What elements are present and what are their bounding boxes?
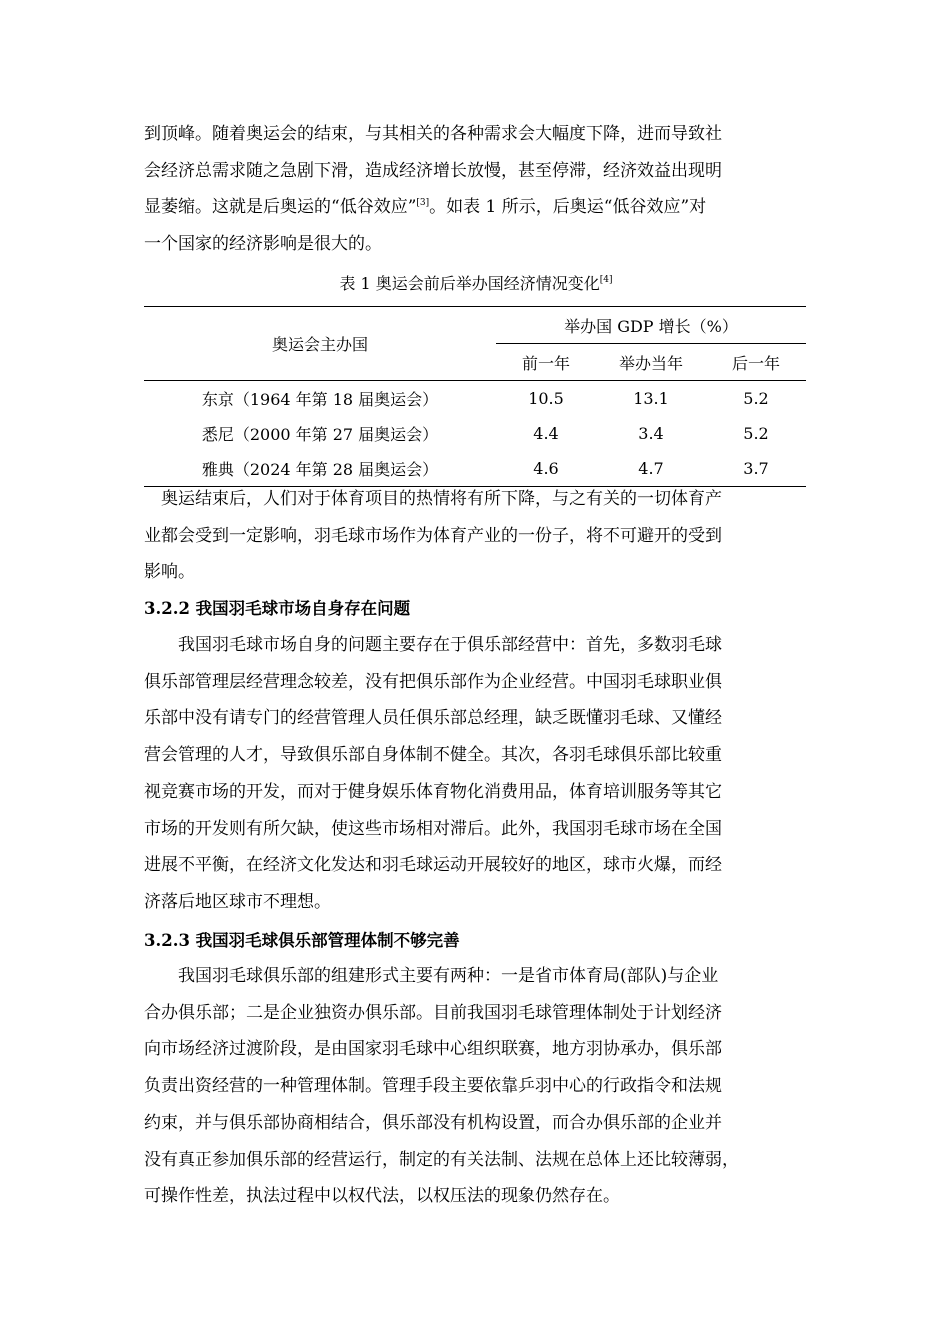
value-cell: 4.7 [596, 451, 706, 487]
text-line: 进展不平衡，在经济文化发达和羽毛球运动开展较好的地区，球市火爆，而经 [144, 855, 722, 876]
gdp-table [144, 306, 806, 487]
table-caption [144, 272, 808, 296]
table-row [144, 381, 806, 417]
after-table-paragraph [144, 481, 808, 591]
value-cell: 13.1 [633, 389, 669, 408]
host-cell: 雅典（2024 年第 28 届奥运会） [144, 451, 496, 487]
caption-text: 表 1 奥运会前后举办国经济情况变化 [339, 274, 600, 293]
value-cell: 10.5 [528, 389, 564, 408]
section-heading: 3.2.2 我国羽毛球市场自身存在问题 [144, 599, 411, 618]
text-line: 我国羽毛球俱乐部的组建形式主要有两种：一是省市体育局(部队)与企业 [178, 966, 719, 986]
gdp-header: 举办国 GDP 增长（%） [496, 307, 806, 344]
text-line: 乐部中没有请专门的经营管理人员任俱乐部总经理，缺乏既懂羽毛球、又懂经 [144, 708, 722, 729]
host-cell: 悉尼（2000 年第 27 届奥运会） [201, 425, 439, 444]
column-header-before: 前一年 [496, 344, 596, 381]
text-line: 可操作性差，执法过程中以权代法，以权压法的现象仍然存在。 [144, 1186, 620, 1207]
value-cell: 4.4 [533, 424, 559, 443]
text-line: 没有真正参加俱乐部的经营运行，制定的有关法制、法规在总体上还比较薄弱， [144, 1149, 739, 1170]
host-header: 奥运会主办国 [144, 307, 496, 381]
text-line: 视竞赛市场的开发，而对于健身娱乐体育物化消费用品，体育培训服务等其它 [144, 781, 722, 802]
table-row [144, 416, 806, 451]
citation-ref: [4] [599, 275, 613, 285]
text-line: 合办俱乐部；二是企业独资办俱乐部。目前我国羽毛球管理体制处于计划经济 [144, 1002, 722, 1023]
text-line: 市场的开发则有所欠缺，使这些市场相对滞后。此外，我国羽毛球市场在全国 [144, 818, 722, 839]
text-line: 约束，并与俱乐部协商相结合，俱乐部没有机构设置，而合办俱乐部的企业并 [144, 1112, 722, 1133]
section-323-paragraph [144, 958, 808, 1215]
value-cell: 4.6 [496, 451, 596, 487]
intro-paragraph [144, 116, 808, 263]
text-line: 向市场经济过渡阶段，是由国家羽毛球中心组织联赛，地方羽协承办，俱乐部 [144, 1039, 722, 1060]
text-line: 会经济总需求随之急剧下滑，造成经济增长放慢，甚至停滞，经济效益出现明 [144, 160, 722, 181]
text-line: 营会管理的人才，导致俱乐部自身体制不健全。其次，各羽毛球俱乐部比较重 [144, 745, 722, 766]
citation-ref: [3] [416, 198, 430, 209]
text-line: 影响。 [144, 562, 195, 583]
column-header-during: 举办当年 [596, 344, 706, 381]
text-line: 奥运结束后，人们对于体育项目的热情将有所下降，与之有关的一切体育产 [161, 489, 722, 509]
section-heading: 3.2.3 我国羽毛球俱乐部管理体制不够完善 [144, 931, 460, 950]
value-cell: 3.4 [638, 424, 664, 443]
text-line: 俱乐部管理层经营理念较差，没有把俱乐部作为企业经营。中国羽毛球职业俱 [144, 671, 722, 692]
value-cell: 3.7 [706, 451, 806, 487]
text-line [144, 189, 808, 226]
text-line: 济落后地区球市不理想。 [144, 891, 331, 912]
text-line: 业都会受到一定影响，羽毛球市场作为体育产业的一份子，将不可避开的受到 [144, 525, 722, 546]
value-cell: 5.2 [743, 389, 769, 408]
text-line: 负责出资经营的一种管理体制。管理手段主要依靠乒羽中心的行政指令和法规 [144, 1076, 722, 1097]
value-cell: 5.2 [743, 424, 769, 443]
text-line: 到顶峰。随着奥运会的结束，与其相关的各种需求会大幅度下降，进而导致社 [144, 124, 722, 144]
text-segment: 显萎缩。这就是后奥运的“低谷效应” [144, 197, 417, 218]
text-line: 我国羽毛球市场自身的问题主要存在于俱乐部经营中：首先，多数羽毛球 [178, 635, 722, 655]
section-322-paragraph [144, 627, 808, 921]
host-cell: 东京（1964 年第 18 届奥运会） [201, 390, 439, 409]
text-segment: 。如表 1 所示，后奥运“低谷效应”对 [429, 197, 707, 218]
text-line: 一个国家的经济影响是很大的。 [144, 234, 382, 255]
column-header-after: 后一年 [706, 344, 806, 381]
